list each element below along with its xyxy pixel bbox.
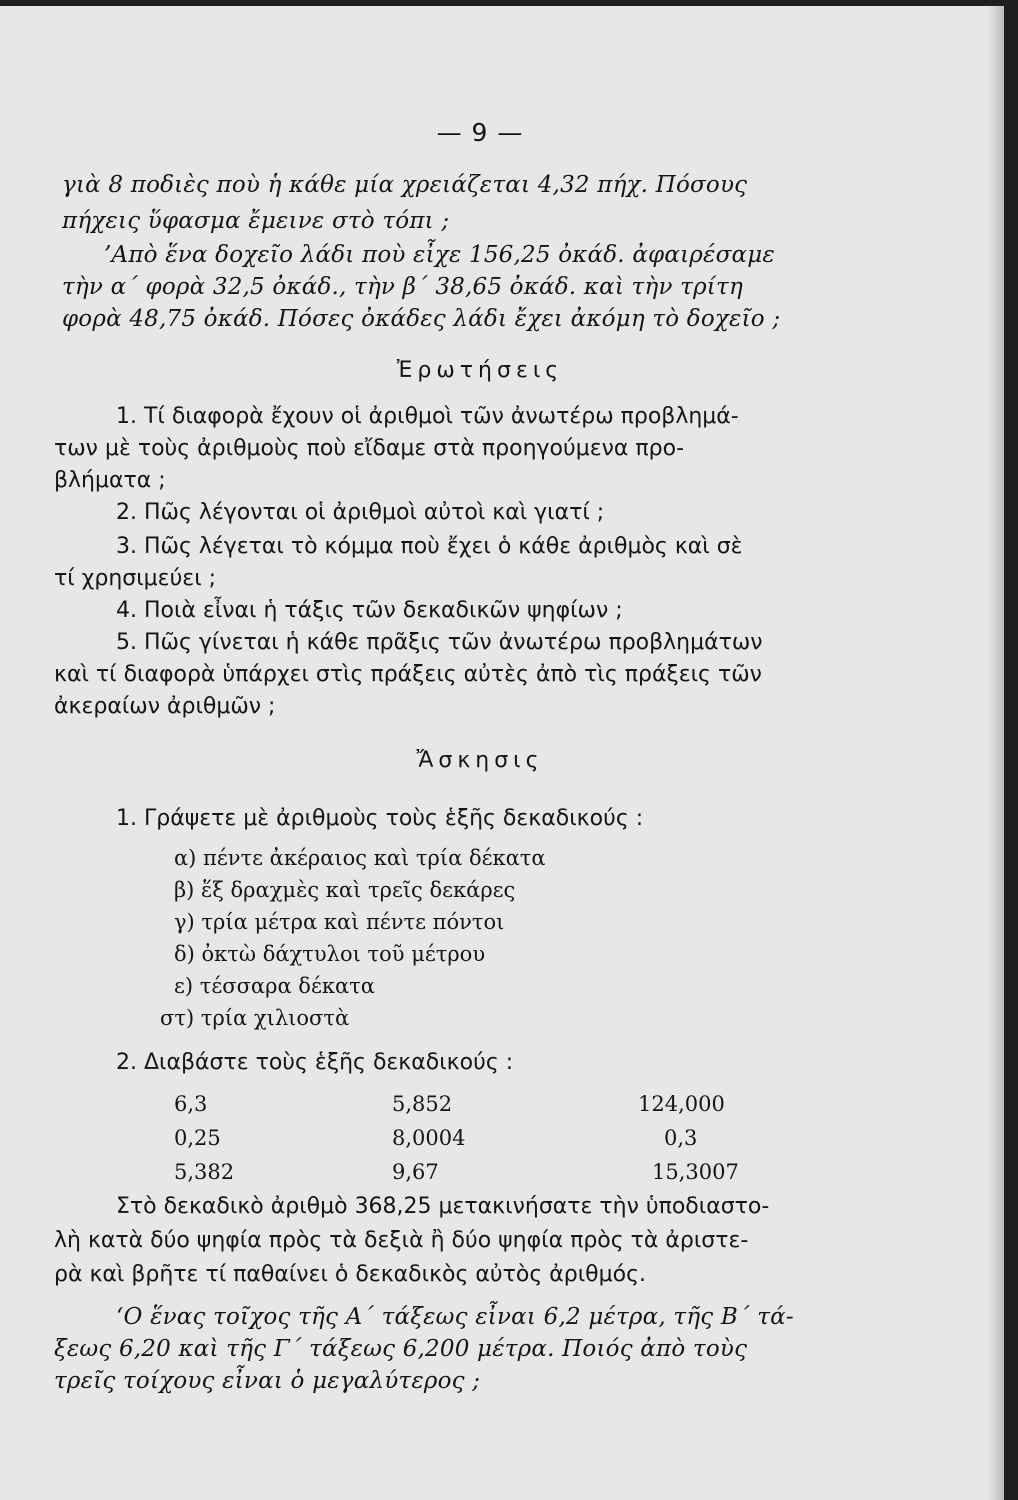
table-cell: 0,3 xyxy=(664,1126,698,1150)
wall-line-2: ξεως 6,20 καὶ τῆς Γ΄ τάξεως 6,200 μέτρα. Ποιός ἀπὸ τοὺς xyxy=(54,1336,748,1362)
page-edge-shadow xyxy=(988,6,1004,1500)
exercise-1-item-st: στ) τρία χιλιοστὰ xyxy=(160,1006,350,1030)
table-cell: 5,382 xyxy=(174,1160,235,1184)
table-cell: 8,0004 xyxy=(392,1126,466,1150)
exercise-heading: Ἄσκησις xyxy=(416,748,544,773)
shift-line-1: Στὸ δεκαδικὸ ἀριθμὸ 368,25 μετακινήσατε τὴν ὑποδιαστο- xyxy=(116,1194,770,1219)
book-page xyxy=(0,6,1004,1500)
questions-heading: Ἐρωτήσεις xyxy=(396,358,564,383)
intro-line-4: τὴν α΄ φορὰ 32,5 ὀκάδ., τὴν β΄ 38,65 ὀκάδ. καὶ τὴν τρίτη xyxy=(62,274,743,300)
question-line-8: 5. Πῶς γίνεται ἡ κάθε πρᾶξις τῶν ἀνωτέρω προβλημάτων xyxy=(116,630,763,655)
question-line-2: των μὲ τοὺς ἀριθμοὺς ποὺ εἴδαμε στὰ προηγούμενα προ- xyxy=(54,436,685,461)
shift-line-2: λὴ κατὰ δύο ψηφία πρὸς τὰ δεξιὰ ἢ δύο ψηφία πρὸς τὰ ἀριστε- xyxy=(54,1228,749,1253)
question-line-4: 2. Πῶς λέγονται οἱ ἀριθμοὶ αὐτοὶ καὶ γιατί ; xyxy=(116,500,605,525)
exercise-1-item-d: δ) ὀκτὼ δάχτυλοι τοῦ μέτρου xyxy=(174,942,486,966)
table-cell: 15,3007 xyxy=(652,1160,739,1184)
question-line-9: καὶ τί διαφορὰ ὑπάρχει στὶς πράξεις αὐτὲς ἀπὸ τὶς πράξεις τῶν xyxy=(54,662,762,687)
table-cell: 5,852 xyxy=(392,1092,453,1116)
page-number: — 9 — xyxy=(436,118,524,147)
question-line-1: 1. Τί διαφορὰ ἔχουν οἱ ἀριθμοὶ τῶν ἀνωτέρω προβλημά- xyxy=(116,404,739,429)
question-line-6: τί χρησιμεύει ; xyxy=(54,566,217,591)
question-line-7: 4. Ποιὰ εἶναι ἡ τάξις τῶν δεκαδικῶν ψηφίων ; xyxy=(116,598,623,623)
wall-line-1: ‘Ο ἕνας τοῖχος τῆς Α΄ τάξεως εἶναι 6,2 μέτρα, τῆς Β΄ τά- xyxy=(116,1304,794,1330)
table-cell: 124,000 xyxy=(638,1092,725,1116)
exercise-2-title: 2. Διαβάστε τοὺς ἑξῆς δεκαδικούς : xyxy=(116,1050,514,1075)
intro-line-2: πήχεις ὕφασμα ἔμεινε στὸ τόπι ; xyxy=(62,208,450,234)
exercise-1-item-e: ε) τέσσαρα δέκατα xyxy=(174,974,375,998)
question-line-5: 3. Πῶς λέγεται τὸ κόμμα ποὺ ἔχει ὁ κάθε ἀριθμὸς καὶ σὲ xyxy=(116,534,743,559)
wall-line-3: τρεῖς τοίχους εἶναι ὁ μεγαλύτερος ; xyxy=(54,1368,481,1394)
table-cell: 6,3 xyxy=(174,1092,208,1116)
intro-line-3: ’Απὸ ἕνα δοχεῖο λάδι ποὺ εἶχε 156,25 ὀκάδ. ἀφαιρέσαμε xyxy=(104,242,775,268)
intro-line-1: γιὰ 8 ποδιὲς ποὺ ἡ κάθε μία χρειάζεται 4,32 πήχ. Πόσους xyxy=(62,172,748,198)
intro-line-5: φορὰ 48,75 ὀκάδ. Πόσες ὀκάδες λάδι ἔχει ἀκόμη τὸ δοχεῖο ; xyxy=(62,306,781,332)
exercise-1-item-a: α) πέντε ἀκέραιος καὶ τρία δέκατα xyxy=(174,846,546,870)
question-line-10: ἀκεραίων ἀριθμῶν ; xyxy=(54,694,276,719)
question-line-3: βλήματα ; xyxy=(54,468,166,493)
table-cell: 0,25 xyxy=(174,1126,221,1150)
exercise-1-item-b: β) ἕξ δραχμὲς καὶ τρεῖς δεκάρες xyxy=(174,878,516,902)
exercise-1-title: 1. Γράψετε μὲ ἀριθμοὺς τοὺς ἑξῆς δεκαδικούς : xyxy=(116,806,644,831)
exercise-1-item-c: γ) τρία μέτρα καὶ πέντε πόντοι xyxy=(174,910,505,934)
shift-line-3: ρὰ καὶ βρῆτε τί παθαίνει ὁ δεκαδικὸς αὐτὸς ἀριθμός. xyxy=(54,1262,646,1287)
table-cell: 9,67 xyxy=(392,1160,439,1184)
